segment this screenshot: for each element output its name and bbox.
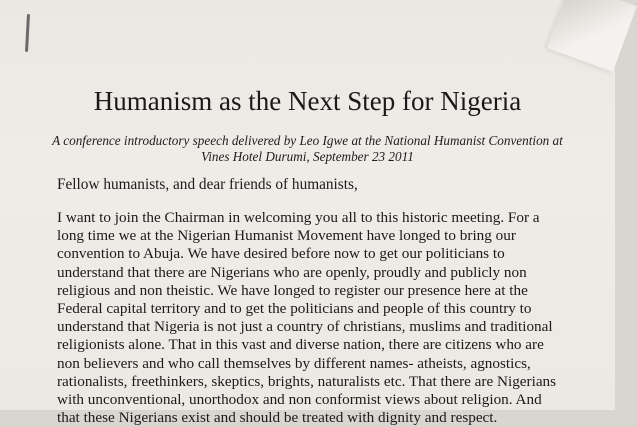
paragraph-line: Federal capital territory and to get the politicians and people of this country to	[57, 300, 532, 318]
paragraph-line: I want to join the Chairman in welcoming you all to this historic meeting. For a	[57, 209, 540, 226]
paragraph-line: understand that there are Nigerians who are openly, proudly and publicly non	[57, 263, 527, 281]
paragraph-line: that these Nigerians exist and should be treated with dignity and respect.	[57, 409, 498, 427]
body-paragraph	[57, 209, 577, 427]
document-subtitle	[40, 133, 575, 165]
document-title: Humanism as the Next Step for Nigeria	[93, 86, 522, 116]
paragraph-line: convention to Abuja. We have desired before now to get our politicians to	[57, 245, 505, 263]
greeting: Fellow humanists, and dear friends of humanists,	[57, 176, 358, 193]
paragraph-line: non believers and who call themselves by different names- atheists, agnostics,	[57, 354, 531, 372]
subtitle-line: Vines Hotel Durumi, September 23 2011	[201, 149, 414, 164]
paragraph-line: religious and non theistic. We have longed to register our presence here at the	[57, 281, 528, 299]
folded-corner	[547, 0, 637, 72]
paragraph-line: understand that Nigeria is not just a country of christians, muslims and traditional	[57, 318, 553, 336]
paragraph-line: long time we at the Nigerian Humanist Movement have longed to bring our	[57, 227, 516, 245]
subtitle-line: A conference introductory speech delivered by Leo Igwe at the National Humanist Convention at	[52, 133, 563, 148]
paragraph-line: with unconventional, unorthodox and non conformist views about religion. And	[57, 391, 542, 409]
paragraph-line: rationalists, freethinkers, skeptics, brights, naturalists etc. That there are Nigerians	[57, 372, 557, 390]
pen-mark	[25, 14, 30, 52]
paragraph-line: religionists alone. That in this vast and diverse nation, there are citizens who are	[57, 336, 544, 354]
